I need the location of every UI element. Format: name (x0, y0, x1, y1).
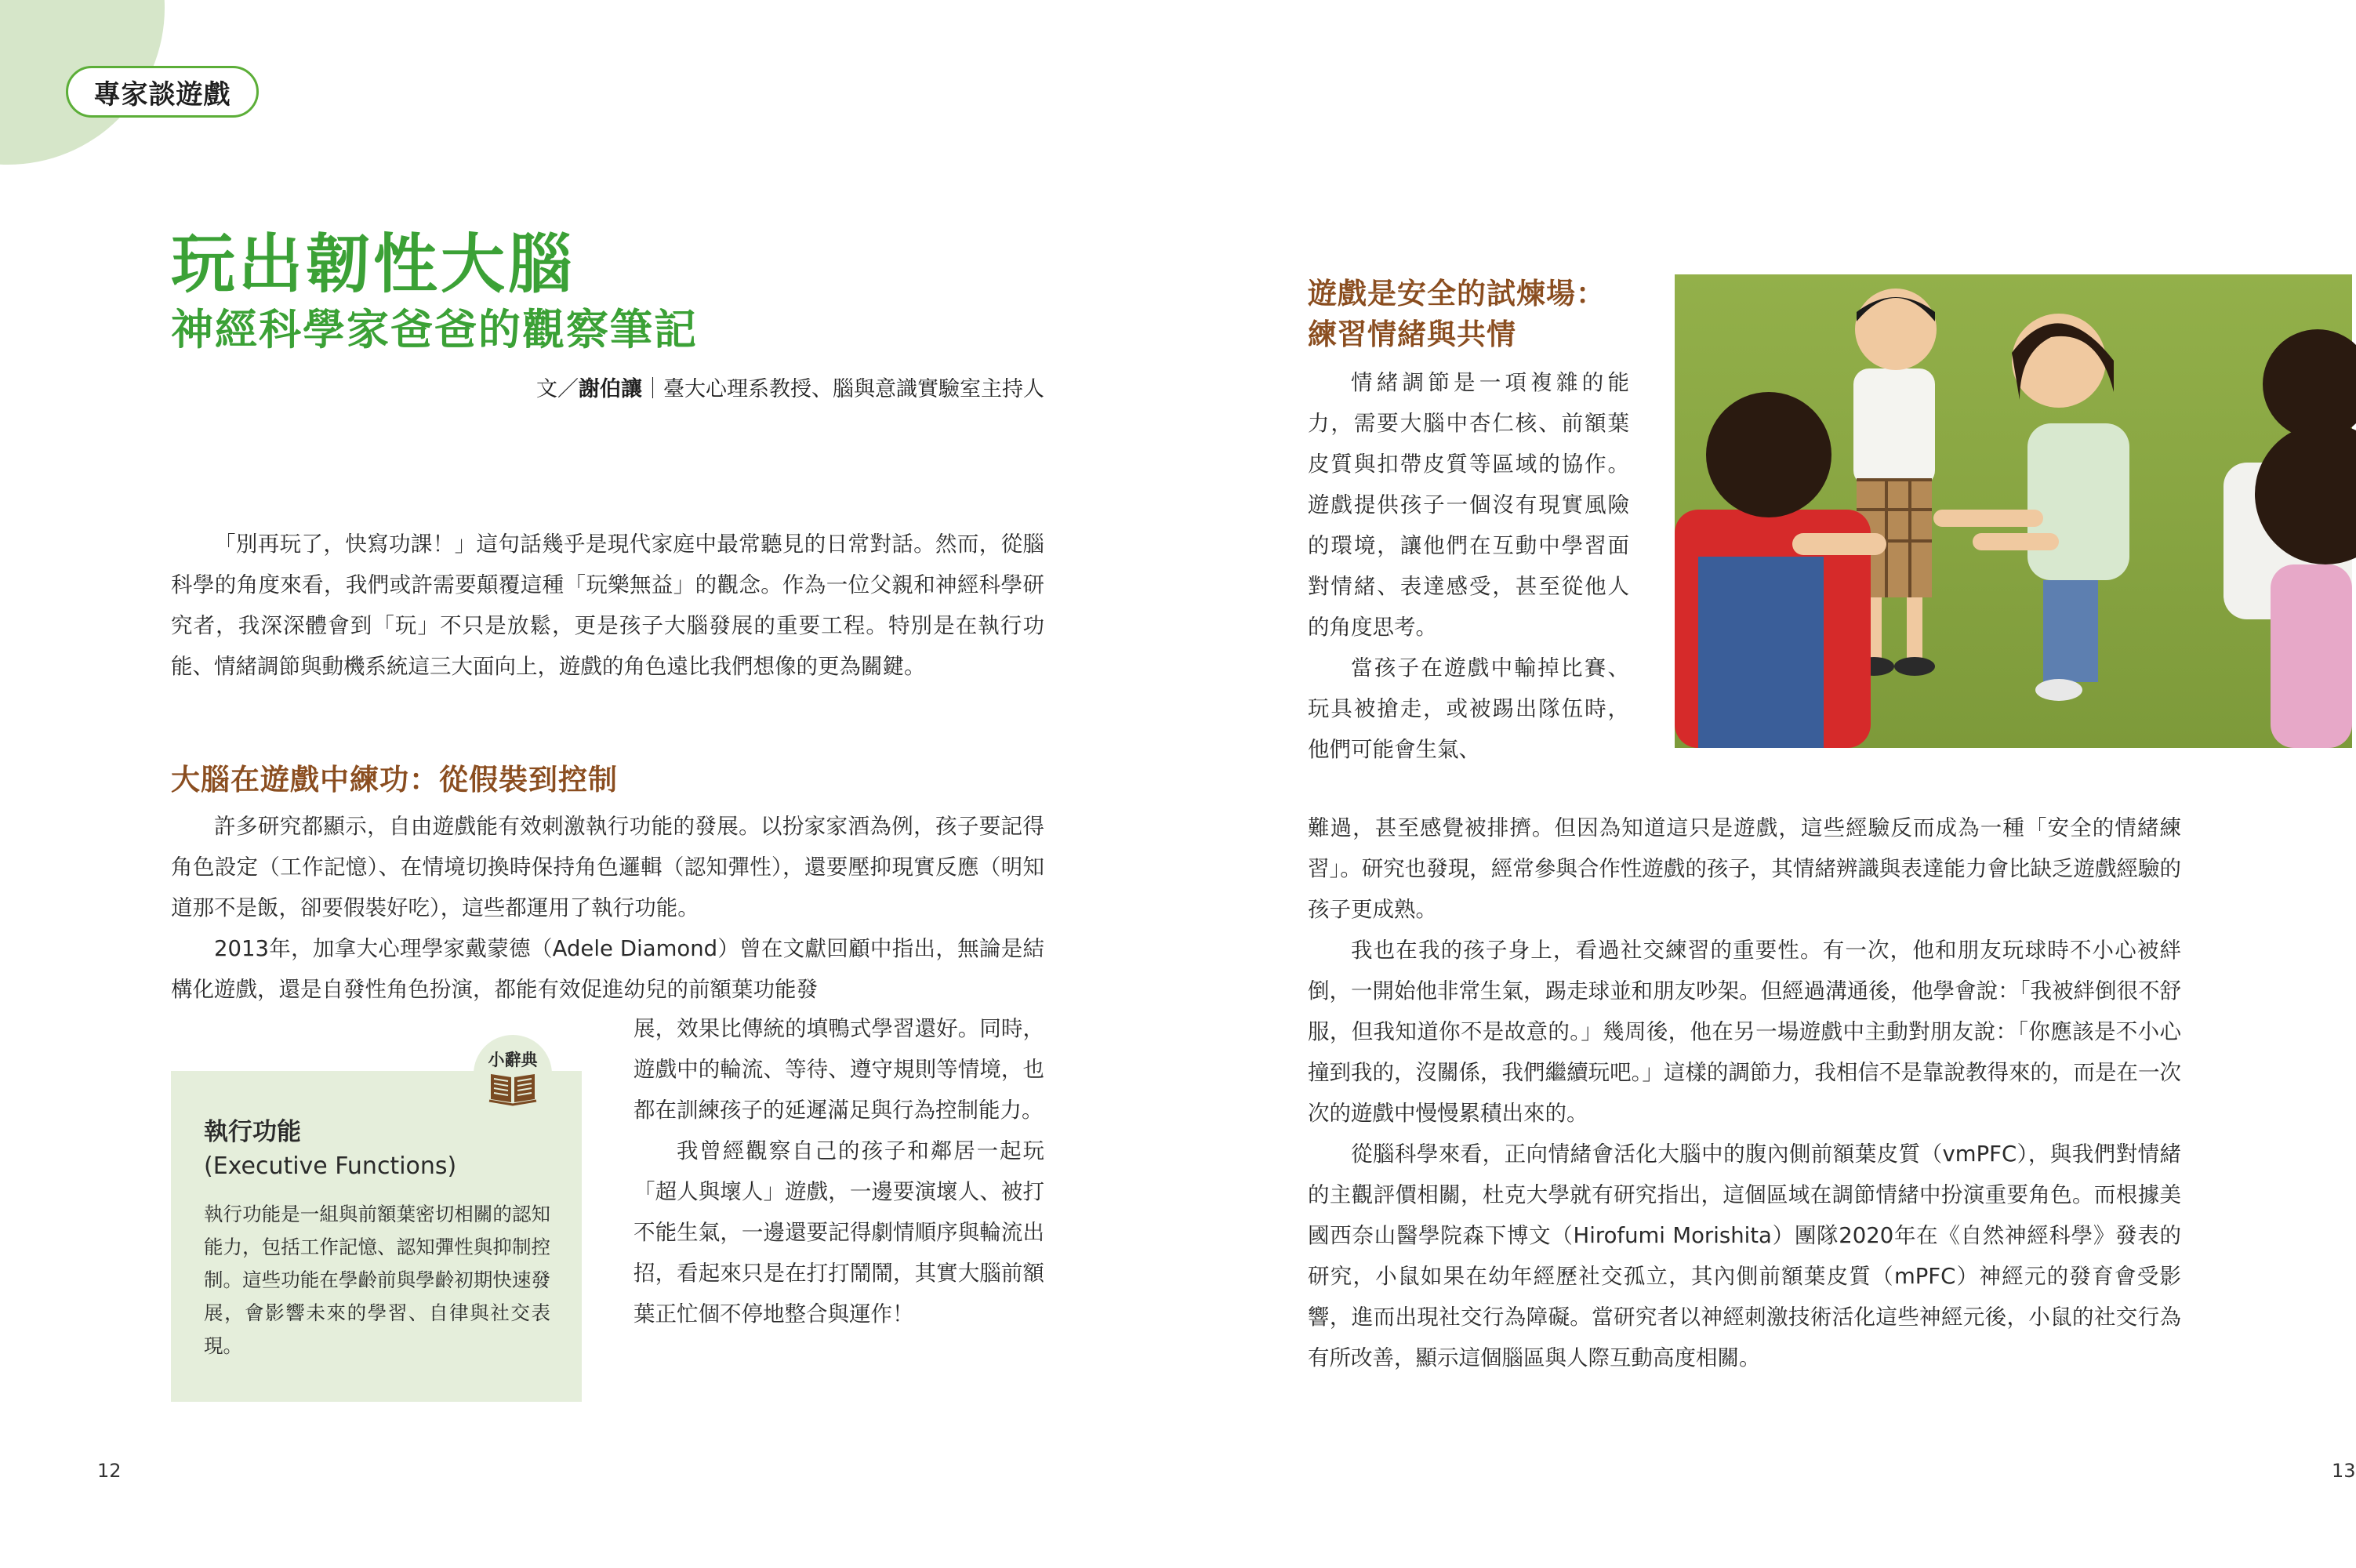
section1-paragraph1: 許多研究都顯示，自由遊戲能有效刺激執行功能的發展。以扮家家酒為例，孩子要記得角色設定（工作記憶）、在情境切換時保持角色邏輯（認知彈性），還要壓抑現實反應（明知道那不是飯，卻要假裝好吃），這些都運用了執行功能。 (171, 814, 1044, 920)
byline-author: 謝伯讓 (579, 377, 642, 401)
page-number-left: 12 (97, 1460, 122, 1482)
page-number-right: 13 (2332, 1460, 2356, 1482)
dictionary-term: 執行功能 (204, 1118, 301, 1146)
section2-paragraph4: 從腦科學來看，正向情緒會活化大腦中的腹內側前額葉皮質（vmPFC），與我們對情緒的主觀評價相關，杜克大學就有研究指出，這個區域在調節情緒中扮演重要角色。而根據美國西奈山醫學院森下博文（Hirofumi Morishita）團隊2020年在《自然神經科學》發表的研究，小鼠如果在幼年經歷社交孤立，其內側前額葉皮質（mPFC）神經元的發育會受影響，進而出現社交行為障礙。當研究者以神經刺激技術活化這些神經元後，小鼠的社交行為有所改善，顯示這個腦區與人際互動高度相關。 (1308, 1142, 2181, 1370)
byline-separator: ｜ (642, 377, 663, 401)
byline (536, 372, 1044, 402)
section2-narrow-block (1308, 362, 1629, 770)
book-icon (488, 1069, 538, 1105)
dictionary-badge-label: 小辭典 (488, 1051, 538, 1069)
section1-block (171, 806, 1044, 1010)
left-page (0, 0, 1176, 1568)
section2-paragraph1: 情緒調節是一項複雜的能力，需要大腦中杏仁核、前額葉皮質與扣帶皮質等區域的協作。遊戲提供孩子一個沒有現實風險的環境，讓他們在互動中學習面對情緒、表達感受，甚至從他人的角度思考。 (1308, 370, 1629, 640)
dictionary-definition: 執行功能是一組與前額葉密切相關的認知能力，包括工作記憶、認知彈性與抑制控制。這些功能在學齡前與學齡初期快速發展，會影響未來的學習、自律與社交表現。 (204, 1203, 550, 1357)
section1-paragraph2: 2013年，加拿大心理學家戴蒙德（Adele Diamond）曾在文獻回顧中指出，無論是結構化遊戲，還是自發性角色扮演，都能有效促進幼兒的前額葉功能發 (171, 936, 1044, 1002)
section2-paragraph3: 我也在我的孩子身上，看過社交練習的重要性。有一次，他和朋友玩球時不小心被絆倒，一開始他非常生氣，踢走球並和朋友吵架。但經過溝通後，他學會說：「我被絆倒很不舒服，但我知道你不是故意的。」幾周後，他在另一場遊戲中主動對朋友說：「你應該是不小心撞到我的，沒關係，我們繼續玩吧。」這樣的調節力，我相信不是靠說教得來的，而是在一次次的遊戲中慢慢累積出來的。 (1308, 938, 2181, 1126)
section2-paragraph2: 當孩子在遊戲中輸掉比賽、玩具被搶走，或被踢出隊伍時，他們可能會生氣、 (1308, 655, 1629, 762)
section1-paragraph3: 我曾經觀察自己的孩子和鄰居一起玩「超人與壞人」遊戲，一邊要演壞人、被打不能生氣，一邊還要記得劇情順序與輪流出招，看起來只是在打打鬧鬧，其實大腦前額葉正忙個不停地整合與運作！ (633, 1138, 1044, 1327)
section2-heading-line1: 遊戲是安全的試煉場： (1308, 277, 1606, 310)
section1-paragraph2-continued: 展，效果比傳統的填鴨式學習還好。同時，遊戲中的輪流、等待、遵守規則等情境，也都在訓練孩子的延遲滿足與行為控制能力。 (633, 1016, 1044, 1123)
section-tag: 專家談遊戲 (66, 66, 259, 118)
section2-wide-block (1308, 808, 2181, 1378)
children-playing-photo (1675, 274, 2352, 748)
article-title: 玩出韌性大腦 (171, 227, 576, 302)
section1-narrow-block (633, 1008, 1044, 1334)
dictionary-term-english: (Executive Functions) (204, 1152, 457, 1180)
photo-illustration (1675, 274, 2352, 748)
byline-affiliation: 臺大心理系教授、腦與意識實驗室主持人 (663, 377, 1044, 401)
intro-paragraph: 「別再玩了，快寫功課！」這句話幾乎是現代家庭中最常聽見的日常對話。然而，從腦科學的角度來看，我們或許需要顛覆這種「玩樂無益」的觀念。作為一位父親和神經科學研究者，我深深體會到「玩」不只是放鬆，更是孩子大腦發展的重要工程。特別是在執行功能、情緒調節與動機系統這三大面向上，遊戲的角色遠比我們想像的更為關鍵。 (171, 532, 1044, 679)
intro-block (171, 524, 1044, 687)
byline-prefix: 文／ (536, 377, 579, 401)
right-page (1176, 0, 2356, 1568)
section2-paragraph2-continued: 難過，甚至感覺被排擠。但因為知道這只是遊戲，這些經驗反而成為一種「安全的情緒練習」。研究也發現，經常參與合作性遊戲的孩子，其情緒辨識與表達能力會比缺乏遊戲經驗的孩子更成熟。 (1308, 815, 2181, 922)
section1-heading: 大腦在遊戲中練功：從假裝到控制 (171, 763, 618, 797)
article-subtitle: 神經科學家爸爸的觀察筆記 (171, 305, 698, 354)
dictionary-sidebar (171, 1071, 582, 1402)
section2-heading-line2: 練習情緒與共情 (1308, 318, 1516, 351)
